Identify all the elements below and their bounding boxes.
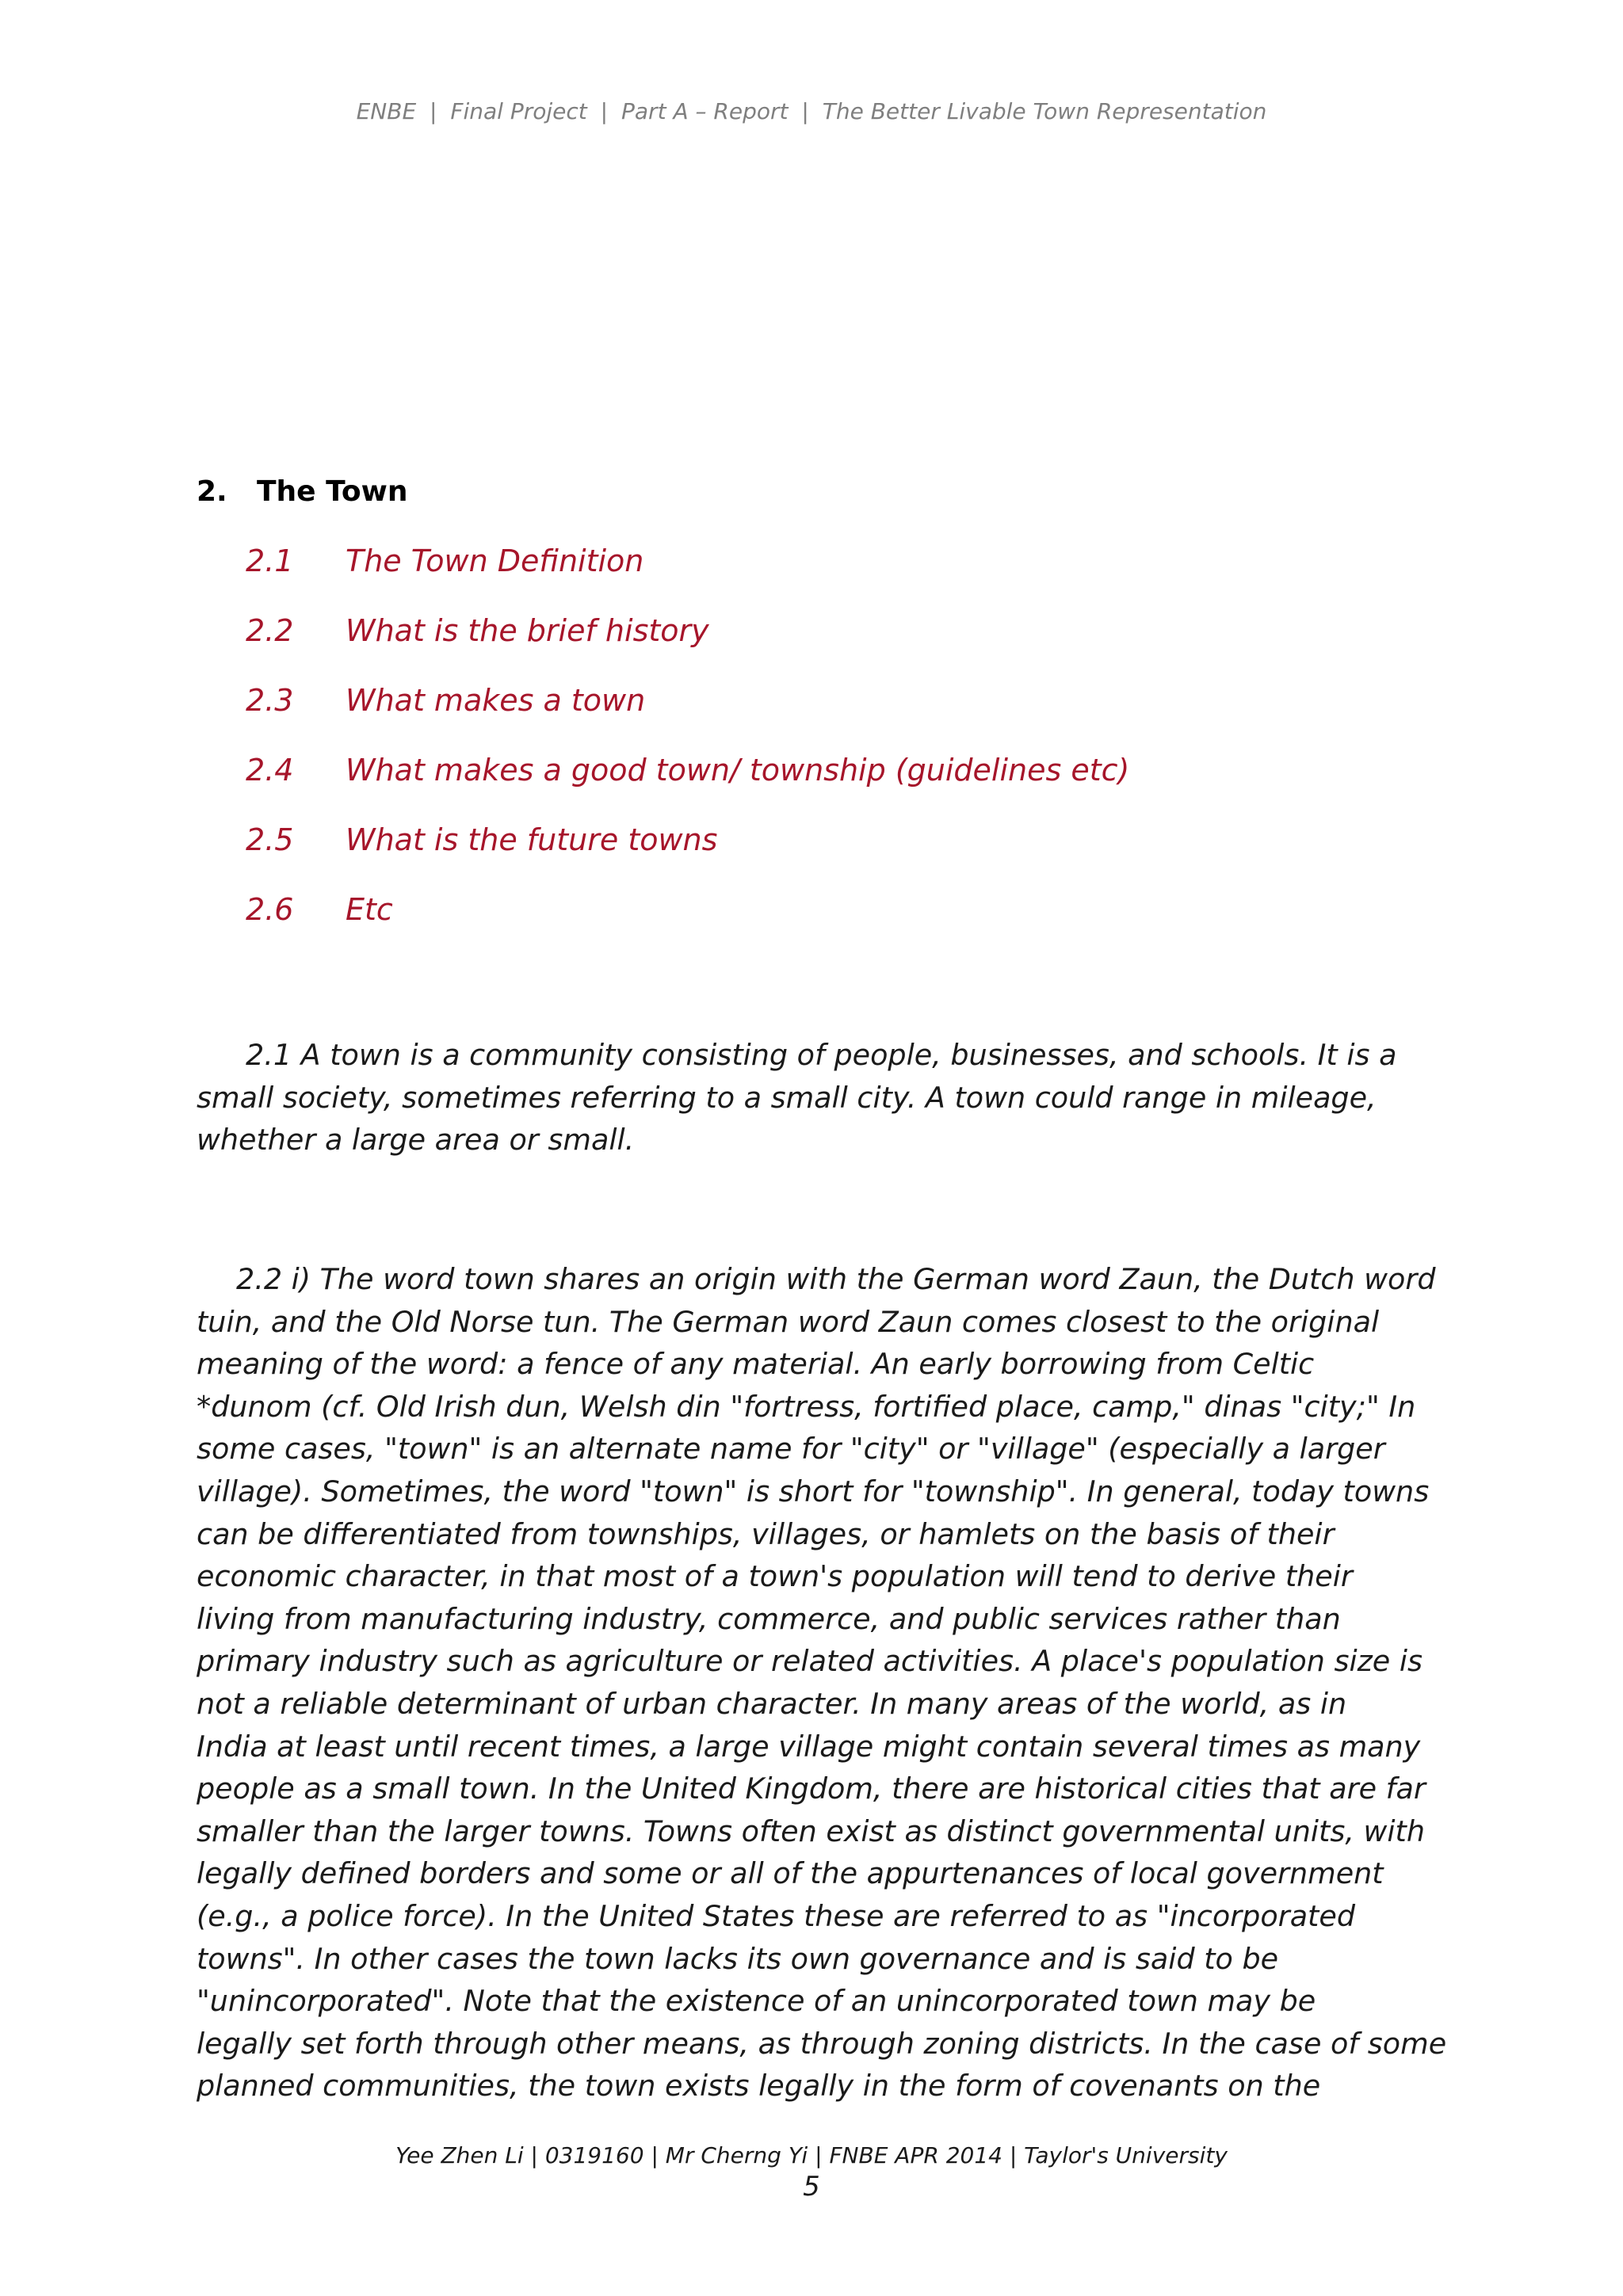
outline-item [246, 683, 1129, 753]
paragraph-town-definition [197, 1034, 1433, 1161]
paragraph-line: India at least until recent times, a large village might contain several times as many [197, 1729, 1421, 1764]
paragraph-line: some cases, "town" is an alternate name for "city" or "village" (especially a larger [197, 1432, 1385, 1466]
outline-item-number: 2.2 [246, 613, 294, 648]
paragraph-line: smaller than the larger towns. Towns often exist as distinct governmental units, with [197, 1814, 1425, 1848]
paragraph-line: can be differentiated from townships, villages, or hamlets on the basis of their [197, 1516, 1335, 1551]
header-report-title: The Better Livable Town Representation [822, 98, 1267, 124]
paragraph-line: planned communities, the town exists legally in the form of covenants on the [197, 2069, 1321, 2103]
paragraph-line: small society, sometimes referring to a small city. A town could range in mileage, [197, 1080, 1377, 1115]
section-outline [246, 543, 1129, 962]
paragraph-line: (e.g., a police force). In the United States these are referred to as "incorporated [197, 1898, 1355, 1933]
outline-item-label: What makes a town [346, 683, 646, 718]
header-separator: | [600, 98, 609, 124]
outline-item-number: 2.5 [246, 822, 294, 857]
paragraph-line: legally set forth through other means, as through zoning districts. In the case of some [197, 2026, 1447, 2061]
paragraph-line: "unincorporated". Note that the existence of an unincorporated town may be [197, 1984, 1316, 2019]
paragraph-line: *dunom (cf. Old Irish dun, Welsh din "fortress, fortified place, camp," dinas "city;" In [197, 1389, 1416, 1424]
outline-item-number: 2.3 [246, 683, 294, 718]
header-separator: | [430, 98, 437, 124]
paragraph-line: towns". In other cases the town lacks its own governance and is said to be [197, 1941, 1279, 1976]
paragraph-town-history [197, 1258, 1447, 2107]
outline-item [246, 822, 1129, 892]
outline-item-number: 2.1 [246, 543, 294, 578]
outline-item-label: The Town Definition [346, 543, 644, 578]
paragraph-line: meaning of the word: a fence of any material. An early borrowing from Celtic [197, 1347, 1315, 1382]
paragraph-line: tuin, and the Old Norse tun. The German word Zaun comes closest to the original [197, 1304, 1380, 1339]
outline-item [246, 753, 1129, 822]
paragraph-line: primary industry such as agriculture or related activities. A place's population size is [197, 1644, 1423, 1679]
outline-item-label: What is the brief history [346, 613, 709, 648]
paragraph-line: living from manufacturing industry, commerce, and public services rather than [197, 1601, 1341, 1636]
paragraph-line: 2.2 i) The word town shares an origin with the German word Zaun, the Dutch word [236, 1262, 1436, 1296]
header-project: Final Project [450, 98, 587, 124]
page-footer: Yee Zhen Li | 0319160 | Mr Cherng Yi | FNBE APR 2014 | Taylor's University [395, 2142, 1228, 2168]
outline-item-number: 2.4 [246, 753, 294, 788]
paragraph-line: economic character, in that most of a town's population will tend to derive their [197, 1559, 1353, 1594]
outline-item-label: What makes a good town/ township (guidelines etc) [346, 753, 1130, 788]
header-separator: | [801, 98, 809, 124]
page-header [0, 98, 1623, 124]
section-title: The Town [257, 475, 408, 508]
paragraph-line: 2.1 A town is a community consisting of people, businesses, and schools. It is a [246, 1038, 1397, 1072]
paragraph-line: whether a large area or small. [197, 1123, 635, 1158]
paragraph-line: people as a small town. In the United Kingdom, there are historical cities that are far [197, 1772, 1426, 1806]
section-heading [197, 475, 408, 508]
outline-item-label: What is the future towns [346, 822, 718, 857]
outline-item [246, 613, 1129, 683]
outline-item [246, 892, 1129, 962]
paragraph-line: not a reliable determinant of urban character. In many areas of the world, as in [197, 1686, 1347, 1721]
outline-item-number: 2.6 [246, 892, 294, 927]
page-number: 5 [803, 2171, 820, 2203]
header-part: Part A – Report [621, 98, 789, 124]
paragraph-line: legally defined borders and some or all of the appurtenances of local government [197, 1856, 1384, 1891]
section-number: 2. [197, 475, 227, 508]
paragraph-line: village). Sometimes, the word "town" is short for "township". In general, today towns [197, 1474, 1430, 1508]
header-course: ENBE [356, 98, 417, 124]
outline-item-label: Etc [346, 892, 393, 927]
outline-item [246, 543, 1129, 613]
